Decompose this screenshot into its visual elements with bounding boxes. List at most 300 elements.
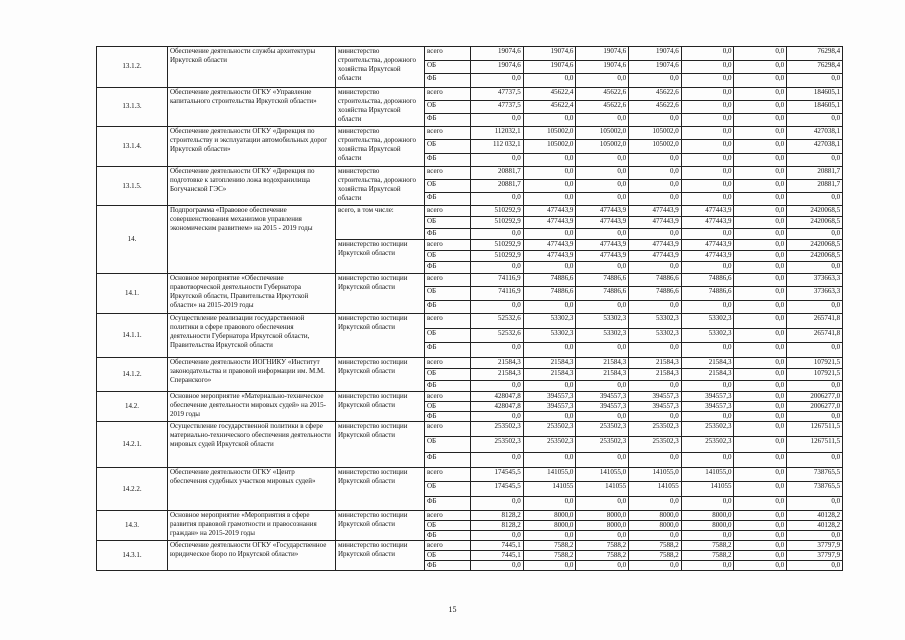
amount-cell: 0,0 xyxy=(681,561,734,571)
amount-cell: 0,0 xyxy=(471,531,524,541)
amount-cell: 174545,5 xyxy=(471,482,524,497)
amount-cell: 0,0 xyxy=(734,437,787,452)
amount-cell: 7588,2 xyxy=(629,551,682,561)
amount-cell: 0,0 xyxy=(734,482,787,497)
amount-cell: 0,0 xyxy=(681,452,734,467)
amount-cell: 7588,2 xyxy=(523,551,576,561)
amount-cell: 7588,2 xyxy=(681,541,734,551)
item-name-cell: Обеспечение деятельности ОГКУ «Дирекция по строительству и эксплуатации автомобильных дорог Иркутской области» xyxy=(168,126,336,167)
funding-source-cell: ФБ xyxy=(425,262,471,273)
total-value-cell: 427038,1 xyxy=(787,126,843,140)
amount-cell: 19074,6 xyxy=(629,60,682,74)
amount-cell: 0,0 xyxy=(734,496,787,511)
amount-cell: 0,0 xyxy=(629,561,682,571)
amount-cell: 253502,3 xyxy=(576,437,629,452)
amount-cell: 53302,3 xyxy=(629,328,682,343)
total-value-cell: 0,0 xyxy=(787,531,843,541)
funding-source-cell: ФБ xyxy=(425,300,471,314)
item-name-cell: Основное мероприятие «Мероприятия в сфере развития правовой грамотности и правосознания граждан» на 2015-2019 годы xyxy=(168,511,336,541)
item-code-cell: 14.1.1. xyxy=(97,314,168,358)
total-value-cell: 0,0 xyxy=(787,153,843,167)
amount-cell: 253502,3 xyxy=(629,437,682,452)
amount-cell: 0,0 xyxy=(523,561,576,571)
amount-cell: 0,0 xyxy=(734,422,787,437)
amount-cell: 74886,6 xyxy=(629,287,682,301)
amount-cell: 0,0 xyxy=(629,452,682,467)
amount-cell: 394557,3 xyxy=(629,402,682,412)
amount-cell: 8000,0 xyxy=(629,521,682,531)
table-row xyxy=(97,541,843,551)
amount-cell: 19074,6 xyxy=(471,60,524,74)
amount-cell: 0,0 xyxy=(734,561,787,571)
total-value-cell: 20881,7 xyxy=(787,180,843,193)
amount-cell: 45622,6 xyxy=(576,100,629,113)
amount-cell: 253502,3 xyxy=(629,422,682,437)
amount-cell: 0,0 xyxy=(471,193,524,206)
item-code-cell: 14. xyxy=(97,206,168,274)
amount-cell: 7588,2 xyxy=(523,541,576,551)
amount-cell: 74886,6 xyxy=(523,287,576,301)
amount-cell: 0,0 xyxy=(629,412,682,422)
amount-cell: 253502,3 xyxy=(471,422,524,437)
amount-cell: 105002,0 xyxy=(629,140,682,154)
amount-cell: 0,0 xyxy=(734,180,787,193)
amount-cell: 0,0 xyxy=(523,380,576,392)
item-code-cell: 14.2. xyxy=(97,392,168,422)
amount-cell: 19074,6 xyxy=(471,47,524,61)
amount-cell: 0,0 xyxy=(471,262,524,273)
funding-source-cell: всего xyxy=(425,206,471,217)
amount-cell: 105002,0 xyxy=(523,126,576,140)
amount-cell: 0,0 xyxy=(523,262,576,273)
amount-cell: 8128,2 xyxy=(471,511,524,521)
funding-source-cell: ФБ xyxy=(425,380,471,392)
amount-cell: 0,0 xyxy=(734,140,787,154)
total-value-cell: 107921,5 xyxy=(787,357,843,369)
amount-cell: 8000,0 xyxy=(576,511,629,521)
amount-cell: 0,0 xyxy=(523,153,576,167)
funding-source-cell: всего xyxy=(425,167,471,180)
table-row xyxy=(97,87,843,100)
amount-cell: 477443,9 xyxy=(681,206,734,217)
amount-cell: 0,0 xyxy=(734,357,787,369)
amount-cell: 21584,3 xyxy=(576,369,629,381)
executor-cell: министерство юстиции Иркутской области xyxy=(336,239,425,273)
amount-cell: 112032,1 xyxy=(471,126,524,140)
executor-cell: министерство юстиции Иркутской области xyxy=(336,392,425,422)
total-value-cell: 184605,1 xyxy=(787,87,843,100)
amount-cell: 477443,9 xyxy=(576,251,629,262)
amount-cell: 0,0 xyxy=(681,300,734,314)
amount-cell: 8000,0 xyxy=(523,511,576,521)
amount-cell: 141055 xyxy=(681,482,734,497)
executor-cell: министерство юстиции Иркутской области xyxy=(336,511,425,541)
amount-cell: 7588,2 xyxy=(681,551,734,561)
amount-cell: 0,0 xyxy=(629,193,682,206)
amount-cell: 74116,9 xyxy=(471,273,524,287)
amount-cell: 21584,3 xyxy=(681,357,734,369)
amount-cell: 47737,5 xyxy=(471,87,524,100)
amount-cell: 0,0 xyxy=(734,369,787,381)
amount-cell: 0,0 xyxy=(471,228,524,239)
amount-cell: 105002,0 xyxy=(523,140,576,154)
budget-table-body xyxy=(97,47,843,571)
funding-source-cell: ОБ xyxy=(425,551,471,561)
executor-cell: всего, в том числе: xyxy=(336,206,425,240)
amount-cell: 7445,1 xyxy=(471,541,524,551)
total-value-cell: 37797,9 xyxy=(787,551,843,561)
amount-cell: 0,0 xyxy=(471,412,524,422)
amount-cell: 74116,9 xyxy=(471,287,524,301)
amount-cell: 253502,3 xyxy=(523,422,576,437)
amount-cell: 53302,3 xyxy=(681,314,734,329)
total-value-cell: 0,0 xyxy=(787,228,843,239)
table-row xyxy=(97,511,843,521)
amount-cell: 0,0 xyxy=(734,343,787,358)
executor-cell: министерство юстиции Иркутской области xyxy=(336,541,425,571)
amount-cell: 0,0 xyxy=(734,328,787,343)
amount-cell: 394557,3 xyxy=(681,402,734,412)
amount-cell: 0,0 xyxy=(471,561,524,571)
executor-cell: министерство строительства, дорожного хозяйства Иркутской области xyxy=(336,167,425,206)
amount-cell: 0,0 xyxy=(734,521,787,531)
amount-cell: 0,0 xyxy=(576,452,629,467)
item-name-cell: Обеспечение деятельности службы архитектуры Иркутской области xyxy=(168,47,336,88)
amount-cell: 0,0 xyxy=(523,74,576,88)
funding-source-cell: всего xyxy=(425,314,471,329)
funding-source-cell: ФБ xyxy=(425,74,471,88)
amount-cell: 0,0 xyxy=(681,380,734,392)
total-value-cell: 0,0 xyxy=(787,412,843,422)
amount-cell: 0,0 xyxy=(681,60,734,74)
amount-cell: 8128,2 xyxy=(471,521,524,531)
amount-cell: 394557,3 xyxy=(681,392,734,402)
amount-cell: 0,0 xyxy=(734,380,787,392)
funding-source-cell: ОБ xyxy=(425,328,471,343)
amount-cell: 477443,9 xyxy=(523,206,576,217)
amount-cell: 477443,9 xyxy=(629,217,682,228)
executor-cell: министерство строительства, дорожного хозяйства Иркутской области xyxy=(336,126,425,167)
total-value-cell: 2006277,0 xyxy=(787,402,843,412)
amount-cell: 510292,9 xyxy=(471,217,524,228)
total-value-cell: 2006277,0 xyxy=(787,392,843,402)
amount-cell: 0,0 xyxy=(734,167,787,180)
amount-cell: 0,0 xyxy=(576,74,629,88)
amount-cell: 8000,0 xyxy=(629,511,682,521)
executor-cell: министерство юстиции Иркутской области xyxy=(336,467,425,511)
amount-cell: 53302,3 xyxy=(523,328,576,343)
funding-source-cell: всего xyxy=(425,126,471,140)
amount-cell: 477443,9 xyxy=(576,206,629,217)
item-name-cell: Основное мероприятие «Обеспечение правотворческой деятельности Губернатора Иркутской области, Правительства Иркутской области» на 2015-2019 годы xyxy=(168,273,336,314)
amount-cell: 21584,3 xyxy=(523,369,576,381)
amount-cell: 0,0 xyxy=(734,452,787,467)
total-value-cell: 2420068,5 xyxy=(787,206,843,217)
amount-cell: 45622,6 xyxy=(576,87,629,100)
amount-cell: 0,0 xyxy=(681,180,734,193)
table-row xyxy=(97,357,843,369)
amount-cell: 0,0 xyxy=(734,228,787,239)
executor-cell: министерство юстиции Иркутской области xyxy=(336,422,425,468)
amount-cell: 20881,7 xyxy=(471,180,524,193)
amount-cell: 7588,2 xyxy=(576,551,629,561)
item-name-cell: Обеспечение деятельности ОГКУ «Дирекция по подготовке к затоплению ложа водохранилища Богучанской ГЭС» xyxy=(168,167,336,206)
amount-cell: 0,0 xyxy=(734,239,787,250)
funding-source-cell: ОБ xyxy=(425,251,471,262)
amount-cell: 0,0 xyxy=(471,113,524,126)
amount-cell: 0,0 xyxy=(734,87,787,100)
amount-cell: 0,0 xyxy=(734,551,787,561)
funding-source-cell: ОБ xyxy=(425,369,471,381)
amount-cell: 105002,0 xyxy=(629,126,682,140)
amount-cell: 19074,6 xyxy=(629,47,682,61)
amount-cell: 53302,3 xyxy=(629,314,682,329)
amount-cell: 20881,7 xyxy=(471,167,524,180)
amount-cell: 0,0 xyxy=(734,153,787,167)
amount-cell: 428047,8 xyxy=(471,392,524,402)
executor-cell: министерство строительства, дорожного хозяйства Иркутской области xyxy=(336,47,425,88)
amount-cell: 0,0 xyxy=(629,531,682,541)
executor-cell: министерство строительства, дорожного хозяйства Иркутской области xyxy=(336,87,425,126)
total-value-cell: 1267511,5 xyxy=(787,437,843,452)
total-value-cell: 2420068,5 xyxy=(787,251,843,262)
amount-cell: 52532,6 xyxy=(471,314,524,329)
item-name-cell: Обеспечение деятельности ОГКУ «Государственное юридическое бюро по Иркутской области» xyxy=(168,541,336,571)
funding-source-cell: ФБ xyxy=(425,531,471,541)
amount-cell: 141055 xyxy=(523,482,576,497)
amount-cell: 0,0 xyxy=(734,392,787,402)
page-number: 15 xyxy=(448,605,457,614)
amount-cell: 394557,3 xyxy=(576,402,629,412)
item-name-cell: Осуществление государственной политики в сфере материально-технического обеспечения деятельности мировых судей Иркутской области xyxy=(168,422,336,468)
item-name-cell: Осуществление реализации государственной политики в сфере правового обеспечения деятельности Губернатора Иркутской области, Правительства Иркутской области xyxy=(168,314,336,358)
amount-cell: 0,0 xyxy=(629,153,682,167)
amount-cell: 74886,6 xyxy=(576,287,629,301)
amount-cell: 8000,0 xyxy=(576,521,629,531)
amount-cell: 53302,3 xyxy=(576,328,629,343)
amount-cell: 105002,0 xyxy=(576,126,629,140)
amount-cell: 0,0 xyxy=(681,193,734,206)
amount-cell: 8000,0 xyxy=(681,521,734,531)
funding-source-cell: всего xyxy=(425,392,471,402)
item-code-cell: 13.1.5. xyxy=(97,167,168,206)
amount-cell: 0,0 xyxy=(734,126,787,140)
total-value-cell: 40128,2 xyxy=(787,511,843,521)
amount-cell: 0,0 xyxy=(734,467,787,482)
total-value-cell: 0,0 xyxy=(787,380,843,392)
amount-cell: 0,0 xyxy=(734,217,787,228)
funding-source-cell: ОБ xyxy=(425,402,471,412)
funding-source-cell: всего xyxy=(425,467,471,482)
amount-cell: 253502,3 xyxy=(471,437,524,452)
amount-cell: 510292,9 xyxy=(471,251,524,262)
amount-cell: 0,0 xyxy=(734,511,787,521)
amount-cell: 0,0 xyxy=(681,167,734,180)
amount-cell: 253502,3 xyxy=(681,422,734,437)
amount-cell: 0,0 xyxy=(523,496,576,511)
amount-cell: 0,0 xyxy=(576,531,629,541)
amount-cell: 0,0 xyxy=(734,100,787,113)
executor-cell: министерство юстиции Иркутской области xyxy=(336,357,425,392)
amount-cell: 0,0 xyxy=(523,300,576,314)
total-value-cell: 76298,4 xyxy=(787,47,843,61)
item-name-cell: Подпрограмма «Правовое обеспечение совершенствования механизмов управления экономическим развитием» на 2015 - 2019 годы xyxy=(168,206,336,274)
item-code-cell: 13.1.3. xyxy=(97,87,168,126)
item-code-cell: 14.2.2. xyxy=(97,467,168,511)
amount-cell: 141055,0 xyxy=(523,467,576,482)
funding-source-cell: ОБ xyxy=(425,482,471,497)
amount-cell: 253502,3 xyxy=(681,437,734,452)
item-code-cell: 14.3. xyxy=(97,511,168,541)
amount-cell: 0,0 xyxy=(523,167,576,180)
funding-source-cell: ОБ xyxy=(425,60,471,74)
total-value-cell: 76298,4 xyxy=(787,60,843,74)
total-value-cell: 107921,5 xyxy=(787,369,843,381)
amount-cell: 0,0 xyxy=(734,262,787,273)
amount-cell: 0,0 xyxy=(471,300,524,314)
amount-cell: 0,0 xyxy=(734,47,787,61)
amount-cell: 0,0 xyxy=(576,561,629,571)
amount-cell: 141055,0 xyxy=(576,467,629,482)
amount-cell: 0,0 xyxy=(629,300,682,314)
amount-cell: 21584,3 xyxy=(681,369,734,381)
total-value-cell: 0,0 xyxy=(787,193,843,206)
amount-cell: 19074,6 xyxy=(523,47,576,61)
amount-cell: 0,0 xyxy=(523,343,576,358)
amount-cell: 477443,9 xyxy=(523,251,576,262)
funding-source-cell: всего xyxy=(425,87,471,100)
amount-cell: 0,0 xyxy=(576,412,629,422)
amount-cell: 477443,9 xyxy=(576,239,629,250)
funding-source-cell: всего xyxy=(425,47,471,61)
item-name-cell: Обеспечение деятельности ИОГНИКУ «Институт законодательства и правовой информации им. М.М. Сперанского» xyxy=(168,357,336,392)
amount-cell: 0,0 xyxy=(734,251,787,262)
amount-cell: 21584,3 xyxy=(471,357,524,369)
amount-cell: 477443,9 xyxy=(681,217,734,228)
amount-cell: 0,0 xyxy=(734,193,787,206)
amount-cell: 21584,3 xyxy=(523,357,576,369)
amount-cell: 0,0 xyxy=(681,100,734,113)
funding-source-cell: ФБ xyxy=(425,193,471,206)
funding-source-cell: ФБ xyxy=(425,412,471,422)
amount-cell: 0,0 xyxy=(681,74,734,88)
amount-cell: 0,0 xyxy=(523,531,576,541)
budget-table xyxy=(96,46,843,571)
total-value-cell: 0,0 xyxy=(787,496,843,511)
amount-cell: 8000,0 xyxy=(523,521,576,531)
amount-cell: 0,0 xyxy=(523,113,576,126)
total-value-cell: 0,0 xyxy=(787,113,843,126)
amount-cell: 394557,3 xyxy=(523,392,576,402)
total-value-cell: 427038,1 xyxy=(787,140,843,154)
funding-source-cell: всего xyxy=(425,511,471,521)
amount-cell: 0,0 xyxy=(629,113,682,126)
funding-source-cell: ОБ xyxy=(425,180,471,193)
item-code-cell: 14.1. xyxy=(97,273,168,314)
amount-cell: 21584,3 xyxy=(629,369,682,381)
funding-source-cell: ФБ xyxy=(425,113,471,126)
amount-cell: 74886,6 xyxy=(629,273,682,287)
amount-cell: 0,0 xyxy=(681,531,734,541)
amount-cell: 0,0 xyxy=(734,113,787,126)
amount-cell: 0,0 xyxy=(681,113,734,126)
funding-source-cell: всего xyxy=(425,422,471,437)
amount-cell: 0,0 xyxy=(629,343,682,358)
amount-cell: 0,0 xyxy=(576,167,629,180)
total-value-cell: 40128,2 xyxy=(787,521,843,531)
amount-cell: 394557,3 xyxy=(523,402,576,412)
amount-cell: 0,0 xyxy=(681,262,734,273)
funding-source-cell: ОБ xyxy=(425,287,471,301)
funding-source-cell: всего xyxy=(425,357,471,369)
amount-cell: 477443,9 xyxy=(523,217,576,228)
executor-cell: министерство юстиции Иркутской области xyxy=(336,314,425,358)
amount-cell: 53302,3 xyxy=(523,314,576,329)
executor-cell: министерство юстиции Иркутской области xyxy=(336,273,425,314)
total-value-cell: 265741,8 xyxy=(787,314,843,329)
amount-cell: 0,0 xyxy=(734,74,787,88)
amount-cell: 477443,9 xyxy=(681,251,734,262)
amount-cell: 428047,8 xyxy=(471,402,524,412)
amount-cell: 0,0 xyxy=(734,273,787,287)
table-row xyxy=(97,167,843,180)
amount-cell: 0,0 xyxy=(734,541,787,551)
amount-cell: 477443,9 xyxy=(681,239,734,250)
total-value-cell: 0,0 xyxy=(787,74,843,88)
total-value-cell: 738765,5 xyxy=(787,482,843,497)
funding-source-cell: ФБ xyxy=(425,452,471,467)
funding-source-cell: ОБ xyxy=(425,521,471,531)
total-value-cell: 0,0 xyxy=(787,300,843,314)
amount-cell: 21584,3 xyxy=(629,357,682,369)
total-value-cell: 184605,1 xyxy=(787,100,843,113)
amount-cell: 105002,0 xyxy=(576,140,629,154)
amount-cell: 0,0 xyxy=(734,314,787,329)
amount-cell: 21584,3 xyxy=(471,369,524,381)
total-value-cell: 0,0 xyxy=(787,561,843,571)
amount-cell: 21584,3 xyxy=(576,357,629,369)
amount-cell: 0,0 xyxy=(681,343,734,358)
amount-cell: 0,0 xyxy=(629,262,682,273)
amount-cell: 477443,9 xyxy=(629,206,682,217)
amount-cell: 141055,0 xyxy=(629,467,682,482)
amount-cell: 0,0 xyxy=(629,167,682,180)
total-value-cell: 373663,3 xyxy=(787,287,843,301)
amount-cell: 0,0 xyxy=(681,496,734,511)
amount-cell: 0,0 xyxy=(471,452,524,467)
total-value-cell: 373663,3 xyxy=(787,273,843,287)
total-value-cell: 37797,9 xyxy=(787,541,843,551)
table-row xyxy=(97,126,843,140)
total-value-cell: 2420068,5 xyxy=(787,239,843,250)
amount-cell: 45622,4 xyxy=(523,100,576,113)
budget-table-container xyxy=(96,46,839,571)
item-code-cell: 13.1.2. xyxy=(97,47,168,88)
amount-cell: 141055,0 xyxy=(681,467,734,482)
amount-cell: 53302,3 xyxy=(681,328,734,343)
amount-cell: 0,0 xyxy=(523,412,576,422)
amount-cell: 0,0 xyxy=(681,153,734,167)
funding-source-cell: ФБ xyxy=(425,153,471,167)
amount-cell: 7588,2 xyxy=(629,541,682,551)
amount-cell: 477443,9 xyxy=(576,217,629,228)
amount-cell: 0,0 xyxy=(471,343,524,358)
amount-cell: 8000,0 xyxy=(681,511,734,521)
amount-cell: 0,0 xyxy=(523,228,576,239)
funding-source-cell: ОБ xyxy=(425,140,471,154)
amount-cell: 19074,6 xyxy=(576,47,629,61)
amount-cell: 0,0 xyxy=(576,228,629,239)
